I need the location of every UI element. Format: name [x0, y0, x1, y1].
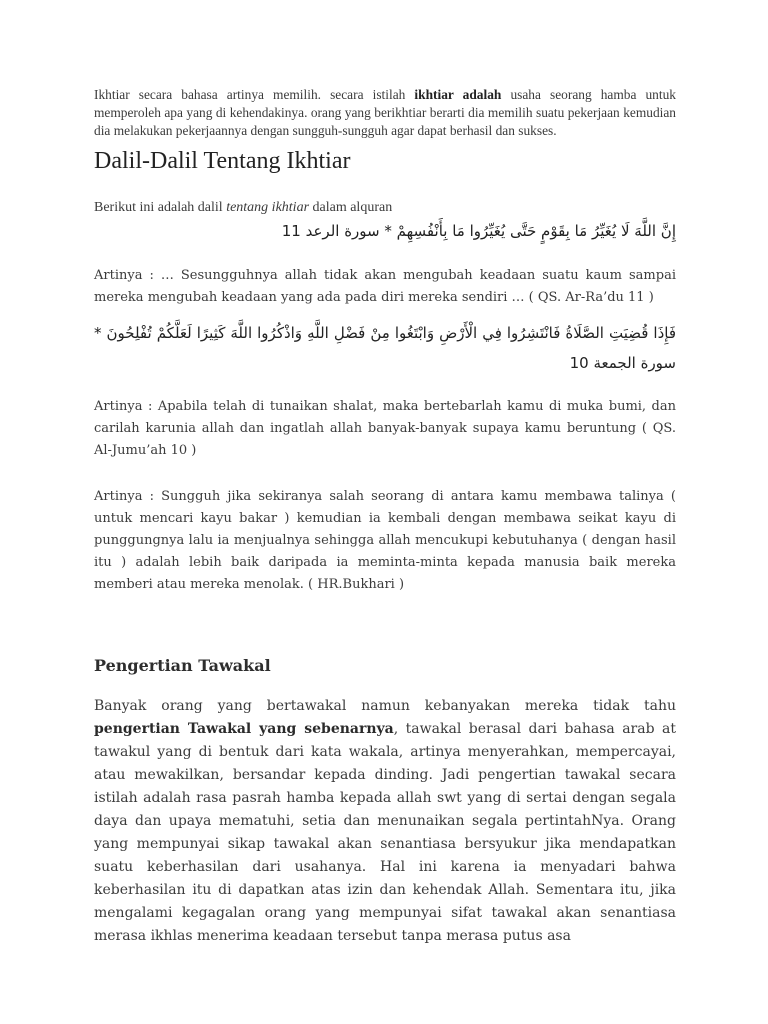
ayat-al-jumuah-10: فَإِذَا قُضِيَتِ الصَّلَاةُ فَانْتَشِرُوا فِي الْأَرْضِ وَابْتَغُوا مِنْ فَضْلِ اللَّهِ وَاذْكُرُوا اللَّهَ كَثِيرًا لَعَلَّكُمْ تُفْلِحُونَ * سورة الجمعة 10	[94, 324, 676, 372]
tawakal-paragraph	[94, 695, 676, 948]
intro-text: Ikhtiar secara bahasa artinya memilih. secara istilah	[94, 87, 415, 102]
tawakal-bold: pengertian Tawakal yang sebenarnya	[94, 721, 394, 737]
artinya-1: Artinya : … Sesungguhnya allah tidak akan mengubah keadaan suatu kaum sampai mereka mengubah keadaan yang ada pada diri mereka sendiri … ( QS. Ar-Ra’du 11 )	[94, 268, 676, 305]
berikut-text-rest: dalam alquran	[309, 200, 393, 215]
artinya-3: Artinya : Sungguh jika sekiranya salah seorang di antara kamu membawa talinya ( untuk mencari kayu bakar ) kemudian ia kembali dengan membawa seikat kayu di punggungnya lalu ia menjualnya sehingga allah mencukupi kebutuhanya ( dengan hasil itu ) adalah lebih baik daripada ia meminta-minta kepada manusia baik mereka memberi atau mereka menolak. ( HR.Bukhari )	[94, 489, 676, 592]
berikut-paragraph	[94, 200, 392, 216]
berikut-text: Berikut ini adalah dalil	[94, 200, 227, 215]
tawakal-text-rest: , tawakal berasal dari bahasa arab at tawakul yang di bentuk dari kata wakala, artinya menyerahkan, mempercayai, atau mewakilkan, bersandar kepada dinding. Jadi pengertian tawakal secara istilah adalah rasa pasrah hamba kepada allah swt yang di sertai dengan segala daya dan upaya mematuhi, setia dan menunaikan segala pertintahNya. Orang yang mempunyai sikap tawakal akan senantiasa bersyukur jika mendapatkan suatu keberhasilan dari usahanya. Hal ini karena ia menyadari bahwa keberhasilan itu di dapatkan atas izin dan kehendak Allah. Sementara itu, jika mengalami kegagalan orang yang mempunyai sifat tawakal akan senantiasa merasa ikhlas menerima keadaan tersebut tanpa merasa putus asa	[94, 721, 677, 944]
ayat-ar-rad-11: إِنَّ اللَّهَ لَا يُغَيِّرُ مَا بِقَوْمٍ حَتَّى يُغَيِّرُوا مَا بِأَنْفُسِهِمْ * سورة الرعد 11	[281, 222, 676, 240]
intro-paragraph	[94, 86, 676, 140]
intro-text-rest: usaha seorang hamba untuk memperoleh apa yang di kehendakinya. orang yang berikhtiar berarti dia memilih suatu pekerjaan kemudian dia melakukan pekerjaannya dengan sungguh-sungguh agar dapat berhasil dan sukses.	[94, 87, 676, 138]
heading-dalil: Dalil-Dalil Tentang Ikhtiar	[94, 148, 351, 174]
berikut-italic: tentang ikhtiar	[226, 200, 310, 215]
tawakal-text: Banyak orang yang bertawakal namun kebanyakan mereka tidak tahu	[94, 698, 676, 714]
heading-tawakal: Pengertian Tawakal	[94, 656, 271, 675]
artinya-2: Artinya : Apabila telah di tunaikan shalat, maka bertebarlah kamu di muka bumi, dan carilah karunia allah dan ingatlah allah banyak-banyak supaya kamu beruntung ( QS. Al-Jumu’ah 10 )	[94, 399, 676, 458]
intro-bold: ikhtiar adalah	[414, 87, 502, 102]
